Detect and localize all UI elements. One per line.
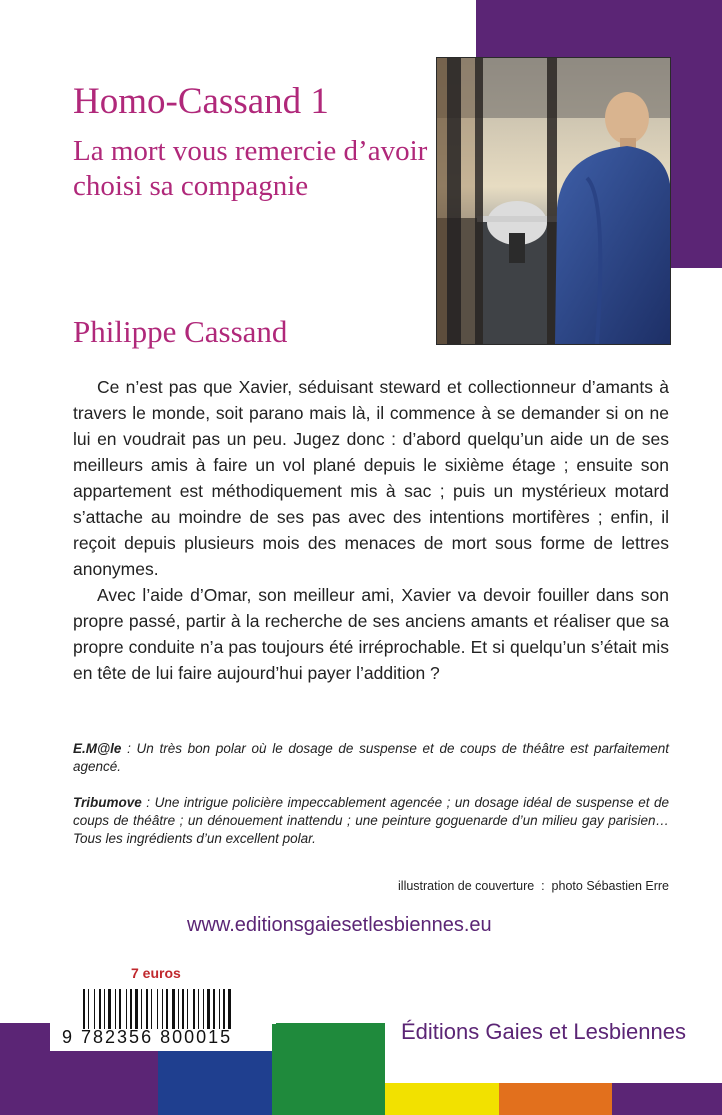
synopsis-paragraph: Avec l’aide d’Omar, son meilleur ami, Xavier va devoir fouiller dans son propre passé, partir à la recherche de ses anciens amants et réaliser que sa propre conduite n’a pas toujours été irréprochable. Et si quelqu’un s’était mis en tête de lui faire aujourd’hui payer l’addition ?: [73, 585, 669, 683]
barcode-bar: [198, 989, 199, 1029]
barcode-bar: [115, 989, 116, 1029]
barcode-bar: [203, 989, 204, 1029]
rainbow-band-purple-left: [0, 1023, 50, 1115]
cover-credit: illustration de couverture : photo Sébastien Erre: [398, 879, 669, 893]
barcode-bar: [223, 989, 225, 1029]
barcode-bar: [135, 989, 138, 1029]
review-text: : Un très bon polar où le dosage de suspense et de coups de théâtre est parfaitement agencé.: [73, 741, 669, 774]
barcode-bar: [166, 989, 168, 1029]
book-title: Homo-Cassand 1: [73, 81, 329, 122]
book-subtitle: La mort vous remercie d’avoir choisi sa compagnie: [73, 135, 428, 202]
barcode-bar: [126, 989, 127, 1029]
barcode-bar: [83, 989, 85, 1029]
barcode-bar: [178, 989, 179, 1029]
barcode-bar: [94, 989, 95, 1029]
review-source: E.M@le: [73, 741, 122, 756]
review-source: Tribumove: [73, 795, 142, 810]
barcode-bar: [172, 989, 175, 1029]
rainbow-band-orange: [499, 1083, 612, 1115]
barcode-bar: [88, 989, 89, 1029]
barcode-bar: [228, 989, 231, 1029]
barcode-bars: [57, 989, 271, 1029]
rainbow-band-purple: [50, 1083, 158, 1115]
barcode-bar: [157, 989, 158, 1029]
publisher-website: www.editionsgaiesetlesbiennes.eu: [187, 914, 492, 936]
synopsis-paragraph: Ce n’est pas que Xavier, séduisant steward et collectionneur d’amants à travers le monde, soit parano mais là, il commence à se demander si on ne lui en voudrait pas un peu. Jugez donc : d’abord quelqu’un aide un de ses meilleurs amis à faire un vol plané depuis le sixième étage ; ensuite son appartement est méthodiquement mis à sac ; puis un mystérieux motard s’attache au moindre de ses pas avec des intentions mortifères ; enfin, il reçoit depuis plusieurs mois des menaces de mort sous forme de lettres anonymes.: [73, 377, 669, 579]
cover-photo: [437, 58, 670, 344]
review-tribumove: [73, 794, 669, 848]
barcode-bar: [219, 989, 220, 1029]
publisher-name: Éditions Gaies et Lesbiennes: [401, 1019, 686, 1044]
barcode-bar: [151, 989, 152, 1029]
barcode-bar: [99, 989, 101, 1029]
barcode-bar: [162, 989, 163, 1029]
barcode-bar: [207, 989, 210, 1029]
barcode-bar: [104, 989, 105, 1029]
barcode-bar: [182, 989, 184, 1029]
review-emale: [73, 740, 669, 776]
rainbow-band-purple-right: [612, 1083, 722, 1115]
barcode-bar: [213, 989, 215, 1029]
review-text: : Une intrigue policière impeccablement agencée ; un dosage idéal de suspense et de coups de théâtre ; un dénouement inattendu ; une peinture goguenarde d’un milieu gay parisien…Tous les ingrédients d’un excellent polar.: [73, 795, 669, 846]
barcode-bar: [130, 989, 132, 1029]
isbn-number: 9 782356 800015: [62, 1027, 233, 1047]
airport-window-photo: [437, 58, 670, 344]
barcode-bar: [146, 989, 148, 1029]
rainbow-band-green: [272, 1023, 385, 1115]
barcode-bar: [141, 989, 142, 1029]
rainbow-band-yellow: [385, 1083, 499, 1115]
synopsis: [73, 374, 669, 686]
price: 7 euros: [131, 965, 181, 981]
author-name: Philippe Cassand: [73, 314, 288, 349]
barcode-bar: [119, 989, 121, 1029]
rainbow-band-purple-lower: [50, 1051, 158, 1083]
barcode-bar: [108, 989, 111, 1029]
barcode-bar: [187, 989, 188, 1029]
rainbow-band-blue: [158, 1083, 272, 1115]
barcode-bar: [193, 989, 195, 1029]
